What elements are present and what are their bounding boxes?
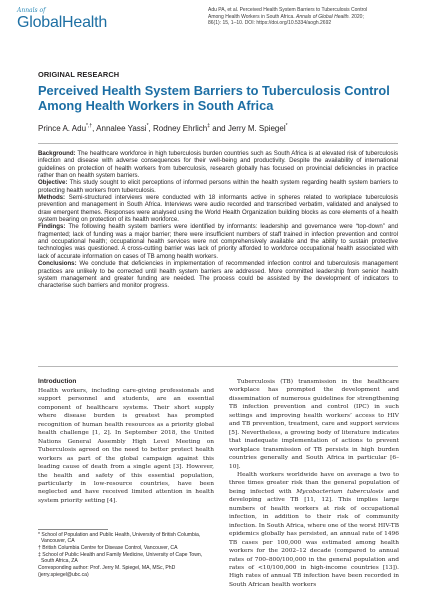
citation-line-1: Adu PA, et al. Perceived Health System Barriers to Tuberculosis Control bbox=[208, 7, 368, 13]
body-paragraph: Tuberculosis (TB) transmission in the healthcare workplace has prompted the development and dissemination of numerous guidelines for strengthening TB infection prevention and control (IPC) in such settings and improving health workers’ access to HIV and TB prevention, treatment, care and support services [5]. Nevertheless, a growing body of literature indicates that inadequate implementation of actions to prevent workplace transmission of TB persists in high burden countries generally and South Africa in particular [6–10]. bbox=[229, 379, 399, 470]
citation-doi[interactable]: 86(1): 15, 1–10. DOI: https://doi.org/10.5334/aogh.2692 bbox=[208, 20, 332, 26]
author-separator: , bbox=[92, 124, 97, 133]
author-list bbox=[38, 124, 398, 133]
body-paragraph: Health workers, including care-giving professionals and support personnel and students, are an essential component of healthcare systems. Their short supply where disease burden is greatest has prompted recognition of human health resources as a priority global health challenge [1, 2]. In September 2018, the United Nations General Assembly High Level Meeting on Tuberculosis agreed on the need to better protect health workers as part of the global campaign against this leading cause of death from a single agent [3]. However, the health and safety of this essential population, particularly in low-resource countries, have been neglected and have received limited attention in health system priority setting [4]. bbox=[38, 388, 214, 504]
abstract-text: Semi-structured interviews were conducted with 18 informants active in spheres related to workplace tuberculosis prevention and management in South Africa. Interviews were audio recorded and transcribed verbatim, validated and analysed to draw emergent themes. Responses were analysed using the World Health Organization building blocks as core elements of a health system bearing on protection of its health workforce. bbox=[38, 194, 398, 224]
author-affiliation-mark: ‡ bbox=[207, 123, 211, 129]
footnote bbox=[38, 545, 214, 551]
footnotes bbox=[38, 529, 214, 578]
body-column-left bbox=[38, 378, 214, 505]
corresponding-email[interactable]: (jerry.spiegel@ubc.ca) bbox=[38, 571, 89, 578]
abstract-label: Conclusions: bbox=[38, 260, 77, 268]
body-text-italic: Mycobacterium tuberculosis bbox=[296, 488, 384, 495]
divider-rule bbox=[38, 143, 398, 144]
abstract-objective bbox=[38, 179, 398, 194]
footnote-mark: ‡ bbox=[38, 552, 41, 559]
body-paragraph bbox=[229, 471, 399, 589]
footnote-text: School of Public Health and Family Medicine, University of Cape Town, South Africa, ZA bbox=[40, 552, 203, 565]
author-name: Prince A. Adu bbox=[38, 124, 87, 133]
abstract-label: Objective: bbox=[38, 179, 68, 187]
footnote bbox=[38, 552, 214, 564]
citation-title-end: Among Health Workers in South Africa. bbox=[208, 13, 295, 20]
author-affiliation-mark: * bbox=[285, 123, 288, 129]
journal-logo bbox=[17, 7, 127, 37]
citation-journal: Annals of Global Health. bbox=[296, 13, 350, 20]
abstract-label: Findings: bbox=[38, 223, 66, 231]
footnote-text: School of Population and Public Health, University of British Columbia, Vancouver, CA bbox=[39, 532, 201, 545]
abstract-text: We conclude that deficiencies in implementation of recommended infection control and tuberculosis management practices are unlikely to be corrected until health system barriers are addressed. More committed leadership from senior health system management and greater funding are needed. The process could be assisted by the development of indicators to characterise such barriers and monitor progress. bbox=[38, 260, 398, 290]
abstract-label: Methods: bbox=[38, 194, 66, 202]
body-column-right bbox=[229, 378, 399, 589]
abstract-findings bbox=[38, 223, 398, 260]
section-heading: Introduction bbox=[38, 378, 77, 385]
footnote-text: British Columbia Centre for Disease Control, Vancouver, CA bbox=[40, 545, 178, 552]
abstract-conclusions bbox=[38, 260, 398, 289]
abstract-text: The following health system barriers were identified by informants: leadership and governance were “top-down” and fragmented; lack of funding was a major barrier; there were insufficient numbers of staff trained in infection prevention and control and occupational health; occupational health services were not comprehensively available and the ability to sustain protective technologies was questioned. A cross-cutting barrier was lack of priority afforded to workforce occupational health associated with lack of accurate information on cases of TB among health workers. bbox=[38, 223, 398, 260]
footnote-mark: † bbox=[38, 545, 41, 552]
body-text-run: Health workers worldwide have on average a two to three times greater risk than the general population of being infected with bbox=[229, 471, 399, 495]
journal-logo-small-text: Annals of bbox=[17, 7, 46, 14]
corresponding-author: Corresponding author: Prof. Jerry M. Spiegel, MA, MSc, PhD bbox=[38, 565, 176, 572]
abstract bbox=[38, 150, 398, 290]
citation-block bbox=[208, 7, 418, 27]
journal-logo-text: GlobalHealth bbox=[17, 14, 108, 31]
footnote-rule bbox=[38, 529, 108, 530]
citation-year: 2020; bbox=[351, 13, 364, 20]
body-text-run: and developing active TB [11, 12]. This implies large numbers of health workers at risk of occupational infection, in addition to their risk of community infection. In South Africa, where one of the worst HIV-TB epidemics globally has persisted, an annual rate of 1496 TB cases per 100,000 was estimated among health workers for the 2002–12 decade (compared to annual rates of 700–800/100,000 in the general population and rates of <10/100,000 in high-income countries [13]). High rates of annual TB infection have been recorded in South African health workers bbox=[229, 488, 399, 588]
footnote bbox=[38, 532, 214, 544]
abstract-methods bbox=[38, 194, 398, 223]
abstract-text: This study sought to elicit perceptions of informed persons within the health system regarding health system barriers to protecting health workers from tuberculosis. bbox=[38, 179, 398, 194]
abstract-text: The healthcare workforce in high tuberculosis burden countries such as South Africa is at elevated risk of tuberculosis infection and disease with adverse consequences for their well-being and productivity. Despite the availability of international guidelines on protection of health workers from tuberculosis, research globally has focused on provincial deficiencies in practice rather than on health system barriers. bbox=[38, 150, 398, 180]
author-affiliation-mark: * bbox=[146, 123, 149, 129]
abstract-label: Background: bbox=[38, 150, 76, 157]
footnote-mark: * bbox=[38, 532, 40, 538]
author-separator: and bbox=[210, 124, 228, 133]
divider-rule bbox=[38, 366, 398, 367]
author-name: Annalee Yassi bbox=[96, 124, 147, 133]
author-separator: , bbox=[148, 124, 153, 133]
section-label: ORIGINAL RESEARCH bbox=[38, 70, 120, 79]
author-name: Jerry M. Spiegel bbox=[227, 124, 286, 133]
abstract-background bbox=[38, 150, 398, 179]
author-name: Rodney Ehrlich bbox=[152, 124, 208, 133]
article-title: Perceived Health System Barriers to Tuberculosis Control Among Health Workers in South Africa bbox=[38, 83, 390, 113]
author-affiliation-mark: *,† bbox=[86, 123, 93, 129]
